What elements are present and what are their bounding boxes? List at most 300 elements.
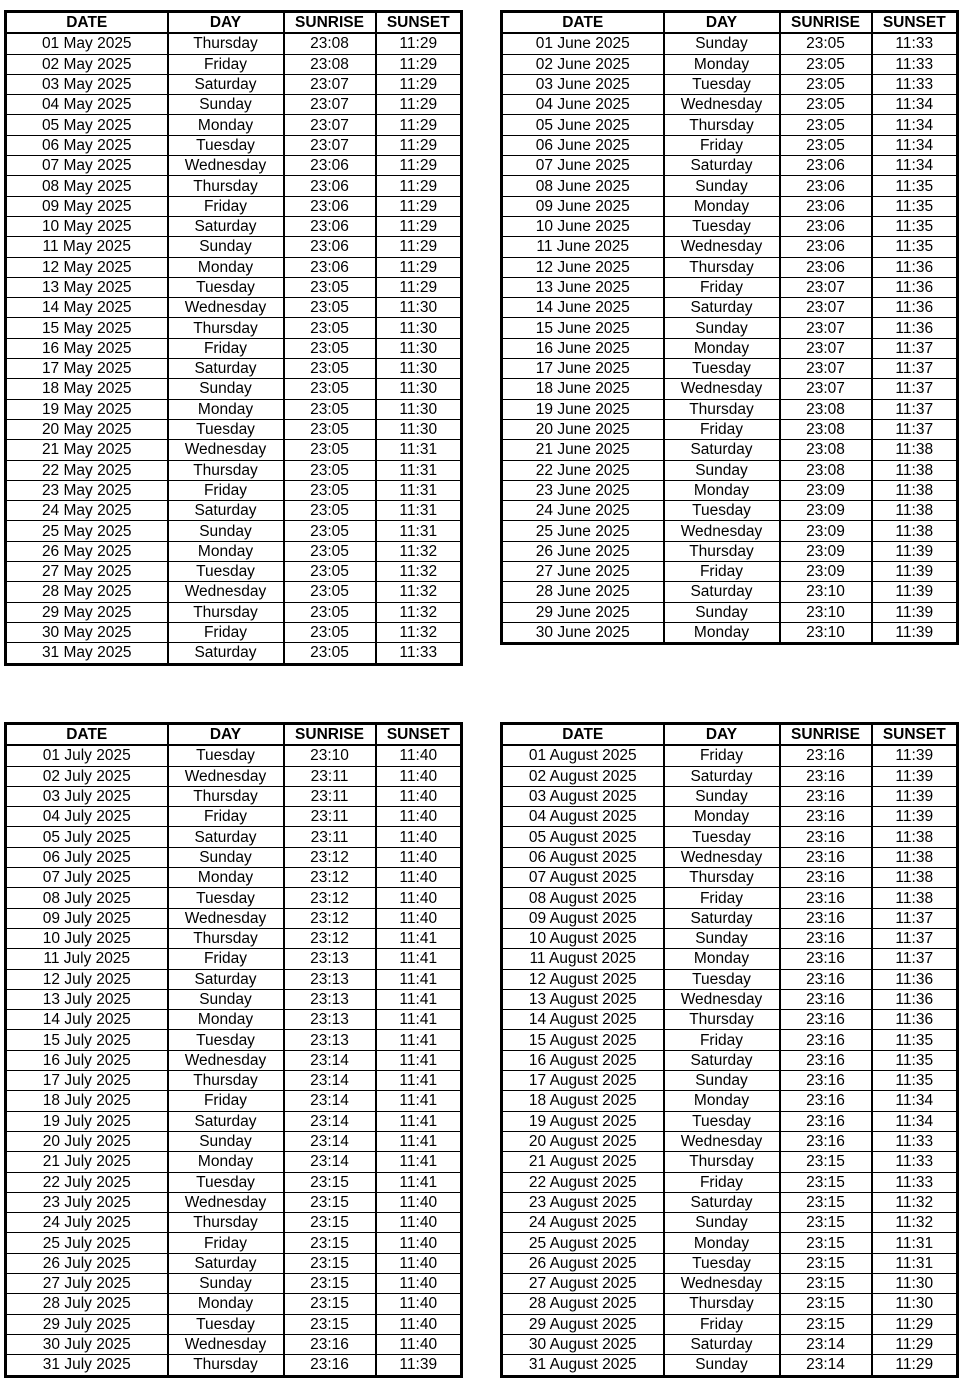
table-row: [502, 888, 958, 908]
sunset-cell: 11:41: [376, 1152, 462, 1172]
sunrise-cell: 23:14: [284, 1050, 376, 1070]
day-cell: Tuesday: [168, 1314, 284, 1334]
sunset-cell: 11:33: [872, 74, 958, 94]
date-cell: 06 June 2025: [502, 135, 664, 155]
day-cell: Thursday: [168, 33, 284, 54]
day-cell: Sunday: [664, 1355, 780, 1376]
table-row: [6, 1294, 462, 1314]
sunrise-cell: 23:05: [284, 298, 376, 318]
date-cell: 12 August 2025: [502, 969, 664, 989]
sunset-cell: 11:29: [376, 196, 462, 216]
sunrise-cell: 23:10: [780, 582, 872, 602]
table-row: [502, 807, 958, 827]
table-row: [502, 582, 958, 602]
sunset-cell: 11:32: [376, 541, 462, 561]
sunset-cell: 11:32: [376, 562, 462, 582]
date-cell: 03 August 2025: [502, 786, 664, 806]
sunset-cell: 11:33: [872, 33, 958, 54]
sunrise-cell: 23:05: [780, 33, 872, 54]
date-cell: 21 May 2025: [6, 440, 168, 460]
sunset-cell: 11:39: [872, 622, 958, 643]
date-cell: 25 May 2025: [6, 521, 168, 541]
sunset-cell: 11:29: [376, 74, 462, 94]
table-row: [502, 521, 958, 541]
table-row: [6, 33, 462, 54]
table-row: [6, 237, 462, 257]
sunrise-cell: 23:15: [780, 1152, 872, 1172]
sunset-cell: 11:40: [376, 908, 462, 928]
sunrise-cell: 23:11: [284, 766, 376, 786]
sunset-cell: 11:29: [376, 135, 462, 155]
table-row: [6, 1111, 462, 1131]
table-row: [6, 868, 462, 888]
day-cell: Thursday: [168, 318, 284, 338]
sunrise-cell: 23:16: [780, 888, 872, 908]
sunrise-cell: 23:06: [284, 257, 376, 277]
table-row: [6, 745, 462, 766]
sunset-cell: 11:32: [872, 1213, 958, 1233]
table-row: [502, 1274, 958, 1294]
sunrise-cell: 23:16: [780, 949, 872, 969]
sunrise-cell: 23:07: [780, 379, 872, 399]
table-row: [502, 176, 958, 196]
june-rows: [502, 33, 958, 643]
sunset-cell: 11:30: [872, 1294, 958, 1314]
sunset-cell: 11:38: [872, 501, 958, 521]
day-cell: Monday: [168, 257, 284, 277]
sunset-cell: 11:38: [872, 440, 958, 460]
date-cell: 02 June 2025: [502, 54, 664, 74]
day-cell: Friday: [664, 135, 780, 155]
day-cell: Sunday: [664, 33, 780, 54]
sunrise-cell: 23:16: [780, 908, 872, 928]
sunset-cell: 11:38: [872, 847, 958, 867]
sunset-cell: 11:30: [376, 379, 462, 399]
sunset-cell: 11:36: [872, 257, 958, 277]
date-cell: 09 August 2025: [502, 908, 664, 928]
date-cell: 29 May 2025: [6, 602, 168, 622]
day-cell: Tuesday: [168, 277, 284, 297]
sunset-cell: 11:40: [376, 868, 462, 888]
sunset-header: SUNSET: [872, 724, 958, 746]
sunset-cell: 11:35: [872, 216, 958, 236]
sunset-cell: 11:40: [376, 745, 462, 766]
table-row: [6, 501, 462, 521]
date-cell: 22 August 2025: [502, 1172, 664, 1192]
date-cell: 10 August 2025: [502, 928, 664, 948]
sunset-cell: 11:41: [376, 928, 462, 948]
sunset-cell: 11:38: [872, 521, 958, 541]
sunrise-cell: 23:05: [284, 440, 376, 460]
sunset-cell: 11:31: [872, 1233, 958, 1253]
date-cell: 17 June 2025: [502, 359, 664, 379]
date-cell: 02 July 2025: [6, 766, 168, 786]
date-cell: 30 May 2025: [6, 622, 168, 642]
sunrise-cell: 23:16: [780, 766, 872, 786]
sunset-cell: 11:31: [872, 1253, 958, 1273]
sunrise-cell: 23:11: [284, 786, 376, 806]
sunrise-cell: 23:05: [284, 501, 376, 521]
table-row: [502, 969, 958, 989]
day-cell: Tuesday: [664, 359, 780, 379]
sunrise-cell: 23:06: [780, 237, 872, 257]
sunrise-cell: 23:09: [780, 501, 872, 521]
date-cell: 07 May 2025: [6, 156, 168, 176]
day-cell: Sunday: [168, 847, 284, 867]
date-cell: 04 May 2025: [6, 95, 168, 115]
date-cell: 13 July 2025: [6, 989, 168, 1009]
day-cell: Saturday: [664, 1334, 780, 1354]
table-row: [502, 480, 958, 500]
sunset-header: SUNSET: [872, 12, 958, 34]
sunset-cell: 11:30: [872, 1274, 958, 1294]
date-cell: 26 July 2025: [6, 1253, 168, 1273]
table-row: [6, 338, 462, 358]
date-cell: 10 May 2025: [6, 216, 168, 236]
day-cell: Saturday: [168, 216, 284, 236]
table-row: [6, 1274, 462, 1294]
sunset-cell: 11:39: [872, 602, 958, 622]
sunset-cell: 11:39: [872, 786, 958, 806]
table-row: [6, 602, 462, 622]
sunset-cell: 11:37: [872, 419, 958, 439]
day-cell: Saturday: [168, 969, 284, 989]
day-header: DAY: [664, 724, 780, 746]
table-row: [502, 1213, 958, 1233]
day-cell: Thursday: [168, 1071, 284, 1091]
day-cell: Sunday: [664, 176, 780, 196]
date-cell: 04 June 2025: [502, 95, 664, 115]
table-row: [502, 338, 958, 358]
date-cell: 30 August 2025: [502, 1334, 664, 1354]
date-cell: 16 May 2025: [6, 338, 168, 358]
august-rows: [502, 745, 958, 1376]
table-row: [6, 622, 462, 642]
day-cell: Thursday: [168, 176, 284, 196]
day-cell: Thursday: [168, 786, 284, 806]
sunset-cell: 11:30: [376, 298, 462, 318]
date-cell: 26 August 2025: [502, 1253, 664, 1273]
date-cell: 19 July 2025: [6, 1111, 168, 1131]
sunset-cell: 11:38: [872, 888, 958, 908]
day-cell: Saturday: [168, 1253, 284, 1273]
day-cell: Tuesday: [664, 1111, 780, 1131]
sunrise-cell: 23:06: [284, 216, 376, 236]
table-row: [502, 54, 958, 74]
sunset-cell: 11:36: [872, 277, 958, 297]
date-cell: 28 June 2025: [502, 582, 664, 602]
sunset-cell: 11:38: [872, 460, 958, 480]
table-row: [502, 847, 958, 867]
table-row: [502, 1050, 958, 1070]
date-cell: 29 July 2025: [6, 1314, 168, 1334]
day-cell: Saturday: [168, 359, 284, 379]
date-cell: 30 July 2025: [6, 1334, 168, 1354]
date-cell: 22 July 2025: [6, 1172, 168, 1192]
sunrise-cell: 23:05: [284, 622, 376, 642]
date-cell: 20 July 2025: [6, 1131, 168, 1151]
sunrise-cell: 23:11: [284, 807, 376, 827]
date-cell: 11 August 2025: [502, 949, 664, 969]
day-cell: Friday: [168, 1091, 284, 1111]
sunrise-cell: 23:16: [780, 807, 872, 827]
table-row: [6, 949, 462, 969]
sunset-cell: 11:29: [376, 216, 462, 236]
date-cell: 12 May 2025: [6, 257, 168, 277]
date-cell: 01 May 2025: [6, 33, 168, 54]
sunset-cell: 11:34: [872, 156, 958, 176]
day-cell: Wednesday: [664, 237, 780, 257]
day-cell: Monday: [168, 541, 284, 561]
sunrise-cell: 23:13: [284, 949, 376, 969]
date-cell: 30 June 2025: [502, 622, 664, 643]
sunset-cell: 11:35: [872, 1071, 958, 1091]
sunrise-cell: 23:05: [284, 480, 376, 500]
sunrise-cell: 23:16: [780, 969, 872, 989]
table-row: [6, 1172, 462, 1192]
day-cell: Wednesday: [664, 847, 780, 867]
date-header: DATE: [502, 724, 664, 746]
sunset-cell: 11:35: [872, 237, 958, 257]
day-cell: Wednesday: [168, 440, 284, 460]
day-cell: Sunday: [664, 1071, 780, 1091]
day-cell: Saturday: [664, 440, 780, 460]
table-row: [6, 135, 462, 155]
june-table: [500, 10, 959, 645]
sunrise-cell: 23:09: [780, 480, 872, 500]
sunrise-cell: 23:12: [284, 868, 376, 888]
sunrise-cell: 23:15: [780, 1192, 872, 1212]
sunrise-cell: 23:16: [780, 1010, 872, 1030]
day-cell: Saturday: [664, 156, 780, 176]
date-cell: 13 June 2025: [502, 277, 664, 297]
sunrise-cell: 23:05: [284, 419, 376, 439]
table-row: [6, 989, 462, 1009]
table-row: [502, 1294, 958, 1314]
day-cell: Sunday: [664, 1213, 780, 1233]
sunset-cell: 11:34: [872, 95, 958, 115]
day-cell: Monday: [664, 1233, 780, 1253]
sunset-cell: 11:41: [376, 1030, 462, 1050]
day-cell: Tuesday: [664, 501, 780, 521]
sunrise-cell: 23:16: [780, 1050, 872, 1070]
day-cell: Saturday: [168, 501, 284, 521]
date-cell: 16 August 2025: [502, 1050, 664, 1070]
day-cell: Saturday: [664, 582, 780, 602]
sunrise-cell: 23:16: [780, 847, 872, 867]
sunrise-cell: 23:16: [284, 1355, 376, 1376]
sunrise-cell: 23:15: [284, 1253, 376, 1273]
table-row: [6, 1091, 462, 1111]
date-header: DATE: [6, 724, 168, 746]
sunrise-cell: 23:07: [284, 135, 376, 155]
sunset-cell: 11:39: [872, 745, 958, 766]
sunrise-cell: 23:15: [780, 1294, 872, 1314]
sunrise-cell: 23:07: [284, 74, 376, 94]
sunset-cell: 11:30: [376, 318, 462, 338]
sunset-header: SUNSET: [376, 12, 462, 34]
sunset-cell: 11:38: [872, 868, 958, 888]
sunrise-cell: 23:15: [780, 1314, 872, 1334]
table-row: [502, 1010, 958, 1030]
sunset-cell: 11:29: [872, 1334, 958, 1354]
table-row: [6, 480, 462, 500]
table-row: [502, 1192, 958, 1212]
date-cell: 24 June 2025: [502, 501, 664, 521]
july-rows: [6, 745, 462, 1376]
date-cell: 31 August 2025: [502, 1355, 664, 1376]
sunrise-header: SUNRISE: [780, 12, 872, 34]
sunset-cell: 11:30: [376, 419, 462, 439]
table-row: [502, 989, 958, 1009]
date-cell: 28 July 2025: [6, 1294, 168, 1314]
day-cell: Friday: [168, 480, 284, 500]
date-cell: 08 August 2025: [502, 888, 664, 908]
sunset-cell: 11:29: [376, 54, 462, 74]
table-row: [6, 847, 462, 867]
day-cell: Tuesday: [664, 74, 780, 94]
sunset-cell: 11:41: [376, 1131, 462, 1151]
sunset-cell: 11:35: [872, 176, 958, 196]
day-cell: Sunday: [168, 237, 284, 257]
sunrise-cell: 23:05: [284, 318, 376, 338]
table-row: [6, 54, 462, 74]
table-row: [502, 868, 958, 888]
sunset-cell: 11:39: [872, 562, 958, 582]
day-cell: Thursday: [664, 1010, 780, 1030]
day-header: DAY: [664, 12, 780, 34]
date-cell: 09 July 2025: [6, 908, 168, 928]
date-cell: 03 May 2025: [6, 74, 168, 94]
table-row: [502, 156, 958, 176]
sunset-cell: 11:41: [376, 1050, 462, 1070]
day-cell: Friday: [664, 419, 780, 439]
date-cell: 22 June 2025: [502, 460, 664, 480]
date-cell: 14 May 2025: [6, 298, 168, 318]
table-row: [502, 1091, 958, 1111]
sunrise-cell: 23:07: [780, 318, 872, 338]
day-cell: Tuesday: [168, 1030, 284, 1050]
sunset-cell: 11:32: [376, 582, 462, 602]
date-cell: 29 August 2025: [502, 1314, 664, 1334]
sunrise-cell: 23:08: [284, 54, 376, 74]
table-row: [502, 908, 958, 928]
sunrise-cell: 23:05: [780, 135, 872, 155]
sunrise-cell: 23:16: [780, 786, 872, 806]
sunset-cell: 11:30: [376, 359, 462, 379]
date-cell: 01 July 2025: [6, 745, 168, 766]
sunset-cell: 11:40: [376, 1314, 462, 1334]
day-cell: Monday: [168, 399, 284, 419]
sunrise-cell: 23:10: [780, 622, 872, 643]
sunrise-cell: 23:06: [284, 176, 376, 196]
date-cell: 10 July 2025: [6, 928, 168, 948]
day-cell: Friday: [168, 338, 284, 358]
date-cell: 27 August 2025: [502, 1274, 664, 1294]
sunrise-cell: 23:05: [284, 562, 376, 582]
date-cell: 11 May 2025: [6, 237, 168, 257]
sunrise-cell: 23:06: [780, 216, 872, 236]
sunrise-cell: 23:09: [780, 562, 872, 582]
sunset-cell: 11:39: [872, 582, 958, 602]
table-row: [502, 562, 958, 582]
sunrise-cell: 23:16: [780, 745, 872, 766]
day-cell: Sunday: [664, 928, 780, 948]
sunset-cell: 11:39: [872, 807, 958, 827]
day-cell: Tuesday: [168, 888, 284, 908]
date-header: DATE: [6, 12, 168, 34]
table-row: [502, 1111, 958, 1131]
date-cell: 18 May 2025: [6, 379, 168, 399]
sunrise-cell: 23:13: [284, 1030, 376, 1050]
day-cell: Thursday: [168, 1213, 284, 1233]
sunrise-cell: 23:05: [780, 54, 872, 74]
day-cell: Friday: [664, 1172, 780, 1192]
table-row: [502, 928, 958, 948]
table-row: [502, 237, 958, 257]
table-row: [502, 33, 958, 54]
date-cell: 15 July 2025: [6, 1030, 168, 1050]
day-cell: Thursday: [664, 1294, 780, 1314]
sunrise-cell: 23:10: [284, 745, 376, 766]
sunrise-cell: 23:07: [780, 277, 872, 297]
sunset-cell: 11:35: [872, 1050, 958, 1070]
day-cell: Thursday: [664, 1152, 780, 1172]
table-row: [6, 1213, 462, 1233]
date-cell: 18 July 2025: [6, 1091, 168, 1111]
table-row: [502, 1152, 958, 1172]
date-cell: 20 August 2025: [502, 1131, 664, 1151]
date-cell: 06 May 2025: [6, 135, 168, 155]
table-row: [6, 1334, 462, 1354]
sunrise-cell: 23:13: [284, 989, 376, 1009]
sunset-cell: 11:41: [376, 1172, 462, 1192]
day-cell: Tuesday: [168, 419, 284, 439]
table-row: [502, 1314, 958, 1334]
sunset-cell: 11:40: [376, 888, 462, 908]
table-row: [502, 1355, 958, 1376]
date-cell: 14 June 2025: [502, 298, 664, 318]
date-cell: 18 August 2025: [502, 1091, 664, 1111]
table-row: [502, 1030, 958, 1050]
day-cell: Monday: [664, 949, 780, 969]
day-cell: Sunday: [168, 521, 284, 541]
sunset-cell: 11:37: [872, 949, 958, 969]
date-cell: 31 May 2025: [6, 643, 168, 664]
table-row: [502, 440, 958, 460]
table-row: [502, 115, 958, 135]
sunrise-cell: 23:06: [780, 257, 872, 277]
date-cell: 27 July 2025: [6, 1274, 168, 1294]
date-cell: 14 August 2025: [502, 1010, 664, 1030]
day-cell: Friday: [664, 1030, 780, 1050]
sunrise-cell: 23:15: [284, 1172, 376, 1192]
table-row: [502, 298, 958, 318]
table-row: [6, 277, 462, 297]
day-cell: Wednesday: [664, 379, 780, 399]
day-cell: Wednesday: [168, 582, 284, 602]
sunrise-cell: 23:14: [284, 1152, 376, 1172]
day-cell: Saturday: [664, 298, 780, 318]
table-row: [502, 419, 958, 439]
table-row: [502, 318, 958, 338]
table-row: [6, 115, 462, 135]
day-cell: Tuesday: [664, 216, 780, 236]
sunrise-cell: 23:14: [284, 1071, 376, 1091]
sunrise-cell: 23:16: [780, 1071, 872, 1091]
sunrise-cell: 23:13: [284, 1010, 376, 1030]
date-cell: 27 May 2025: [6, 562, 168, 582]
